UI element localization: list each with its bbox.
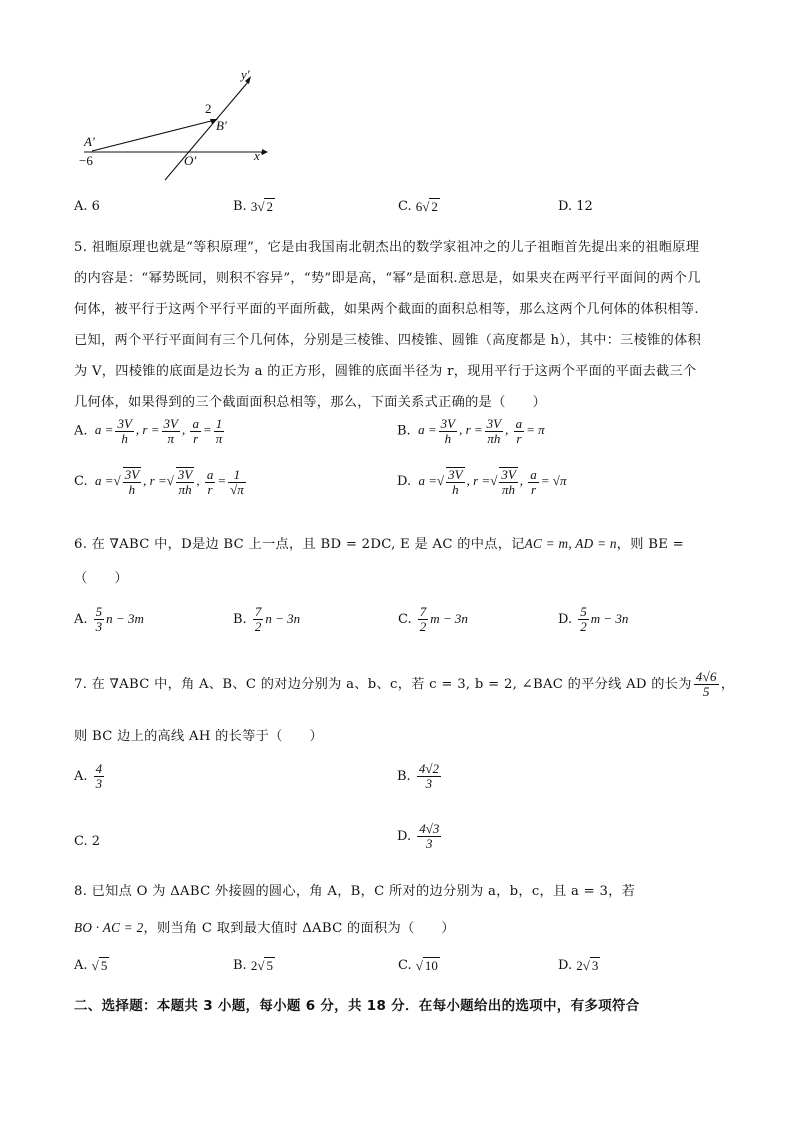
q7-option-d[interactable]: D. $\frac{4√3}{3}$ <box>397 821 440 851</box>
q6-option-c[interactable]: C. $\frac{7}{2}$ m − 3n <box>398 604 468 634</box>
q8-line-2: BO · AC = 2，则当角 C 取到最大值时 ΔABC 的面积为（ ） <box>74 920 455 936</box>
q6-option-d[interactable]: D. $\frac{5}{2}$ m − 3n <box>558 604 629 634</box>
q7-option-c[interactable]: C. 2 <box>74 834 101 849</box>
q8-option-a[interactable]: A. √ 5 <box>74 958 108 973</box>
q8-vector-product: BO · AC = 2 <box>74 920 144 935</box>
q6-line-1: 6. 在 ∇ABC 中，D是边 BC 上一点，且 BD = 2DC, E 是 AC 的中点，记AC = m, AD = n，则 BE = <box>74 536 684 552</box>
q6-option-a[interactable]: A. $\frac{5}{3}$ n − 3m <box>74 604 144 634</box>
q7-line-1: 7. 在 ∇ABC 中，角 A、B、C 的对边分别为 a、b、c，若 c = 3, b = 2, ∠BAC 的平分线 AD 的长为 $\frac{4√6}{5}$ ， <box>74 669 735 699</box>
q4-option-a[interactable]: A. 6 <box>74 199 100 214</box>
segment-a-b <box>92 120 215 151</box>
y-prime-axis <box>165 82 248 180</box>
label-a-prime: A′ <box>84 134 95 149</box>
q5-line-3: 何体，被平行于这两个平行平面的平面所截，如果两个截面的面积总相等，那么这两个几何体的体积相等. <box>74 302 699 317</box>
q5-option-a-label: A. <box>74 423 88 439</box>
q6-option-b[interactable]: B. $\frac{7}{2}$ n − 3n <box>233 604 301 634</box>
section-2-heading: 二、选择题：本题共 3 小题，每小题 6 分，共 18 分．在每小题给出的选项中，有多项符合 <box>74 998 640 1014</box>
q8-option-c[interactable]: C. √ 10 <box>398 958 438 973</box>
q4-option-b-math: 3√ 2 <box>250 199 273 214</box>
label-x-prime: x′ <box>254 148 263 163</box>
q5-option-c-label: C. <box>74 473 88 489</box>
q5-line-6: 几何体，如果得到的三个截面面积总相等，那么，下面关系式正确的是（ ） <box>74 395 547 410</box>
label-y-prime: y′ <box>241 67 250 82</box>
q5-option-d-math: a =√ $\frac{3V}{h}$ , r =√ $\frac{3V}{\pi h}$ , $\frac{a}{r}$ = √π <box>415 466 567 497</box>
q7-option-b[interactable]: B. $\frac{4√2}{3}$ <box>397 761 439 791</box>
label-b-prime: B′ <box>216 118 227 133</box>
q5-option-b-label: B. <box>397 423 411 439</box>
q7-line-2: 则 BC 边上的高线 AH 的长等于（ ） <box>74 729 324 744</box>
q4-option-c-math: 6√ 2 <box>415 199 438 214</box>
q5-option-d-label: D. <box>397 473 412 489</box>
q4-option-b[interactable] <box>233 198 275 215</box>
q5-option-a-math: a = $\frac{3V}{h}$ , r = $\frac{3V}{\pi}$ , $\frac{a}{r}$ = $\frac{1}{\pi}$ <box>91 416 223 446</box>
q7-option-a[interactable]: A. $\frac{4}{3}$ <box>74 761 103 791</box>
q5-line-5: 为 V，四棱锥的底面是边长为 a 的正方形，圆锥的底面半径为 r，现用平行于这两个平面的平面去截三个 <box>74 364 697 379</box>
q5-option-b[interactable] <box>397 417 545 446</box>
q5-option-a[interactable] <box>74 417 226 446</box>
q8-line-1: 8. 已知点 O 为 ΔABC 外接圆的圆心，角 A，B，C 所对的边分别为 a，b，c，且 a = 3，若 <box>74 884 636 899</box>
q5-line-4: 已知，两个平行平面间有三个几何体，分别是三棱锥、四棱锥、圆锥（高度都是 h），其中：三棱锥的体积 <box>74 333 702 348</box>
q5-option-c-math: a =√ $\frac{3V}{h}$ , r =√ $\frac{3V}{\pi h}$ , $\frac{a}{r}$ = $\frac{1}{√\pi}$ <box>91 466 244 497</box>
q6-line-2: （ ） <box>74 571 128 586</box>
q5-option-c[interactable] <box>74 467 248 497</box>
q8-option-d[interactable]: D. 2√ 3 <box>558 958 599 973</box>
label-o-prime: O′ <box>184 153 197 168</box>
q5-line-2: 的内容是：“幂势既同，则积不容异”，“势”即是高，“幂”是面积.意思是，如果夹在两平行平面间的两个几 <box>74 271 701 286</box>
label-neg-six: −6 <box>79 153 93 168</box>
q4-option-d[interactable]: D. 12 <box>558 199 593 214</box>
q5-option-d[interactable] <box>397 467 566 497</box>
q4-option-b-label: B. <box>233 199 251 214</box>
label-two: 2 <box>205 101 212 116</box>
q5-option-b-math: a = $\frac{3V}{h}$ , r = $\frac{3V}{\pi h}$ , $\frac{a}{r}$ = π <box>414 416 545 446</box>
q4-option-c-label: C. <box>398 199 416 214</box>
q6-vectors: AC = m, AD = n <box>524 536 617 551</box>
q4-option-c[interactable] <box>398 198 440 215</box>
q8-option-b[interactable]: B. 2√ 5 <box>233 958 273 973</box>
q5-line-1: 5. 祖暅原理也就是“等积原理”，它是由我国南北朝杰出的数学家祖冲之的儿子祖暅首先提出来的祖暅原理 <box>74 240 700 255</box>
oblique-axes-figure <box>70 64 290 186</box>
